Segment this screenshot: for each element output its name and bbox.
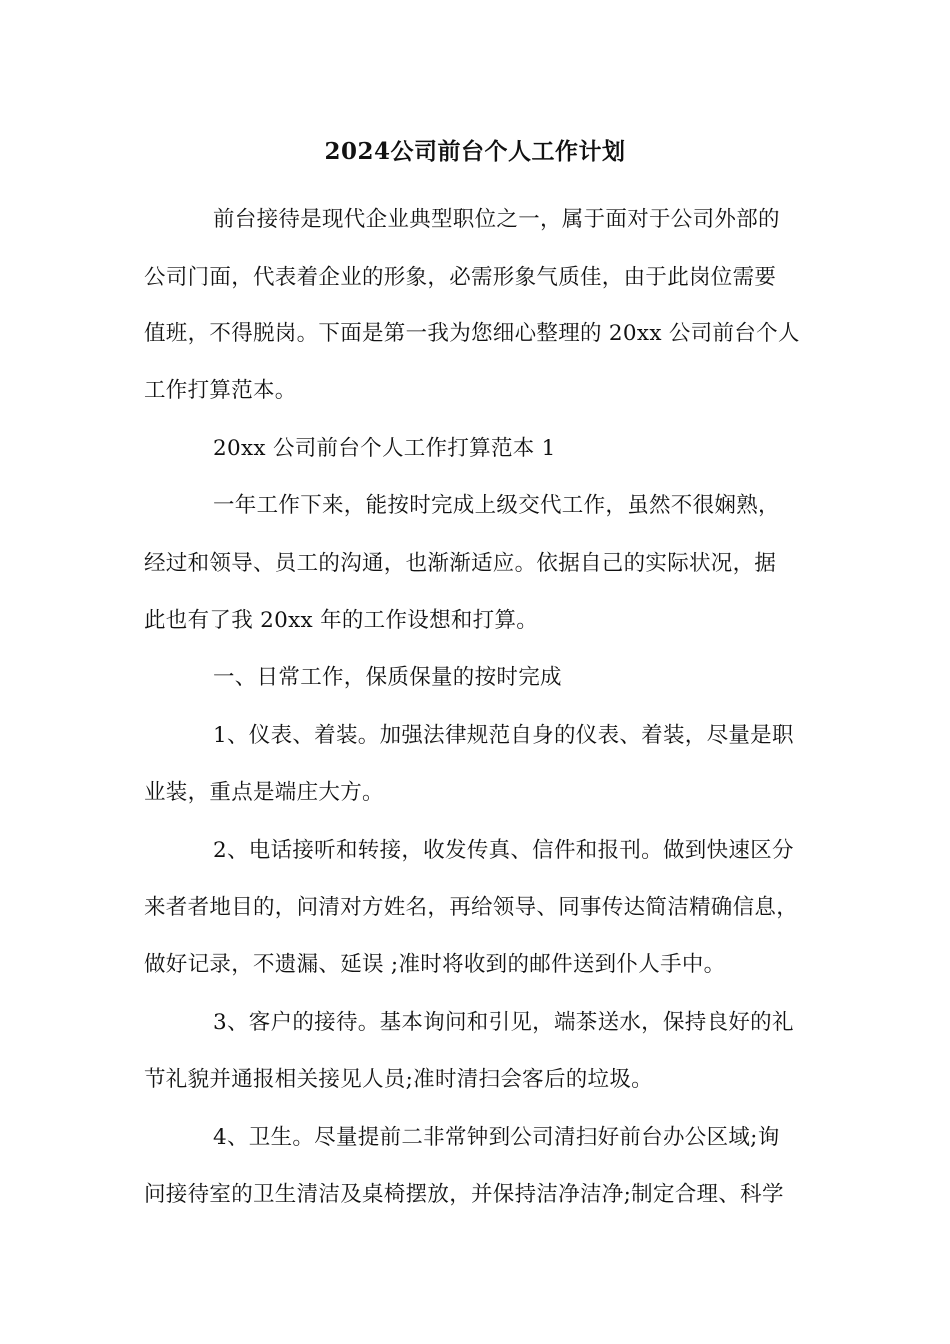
paragraph-line: 问接待室的卫生清洁及桌椅摆放，并保持洁净洁净;制定合理、科学 [144, 1182, 784, 1207]
paragraph-line: 2、电话接听和转接，收发传真、信件和报刊。做到快速区分 [213, 838, 794, 863]
paragraph-line: 做好记录，不遗漏、延误 ;准时将收到的邮件送到仆人手中。 [144, 952, 726, 977]
paragraph-line: 经过和领导、员工的沟通，也渐渐适应。依据自己的实际状况，据 [144, 551, 777, 576]
paragraph-line: 4、卫生。尽量提前二非常钟到公司清扫好前台办公区域;询 [213, 1125, 780, 1150]
paragraph-line: 来者者地目的，问清对方姓名，再给领导、同事传达简洁精确信息， [144, 895, 799, 920]
paragraph-line: 值班，不得脱岗。下面是第一我为您细心整理的 20xx 公司前台个人 [144, 321, 800, 346]
paragraph-line: 节礼貌并通报相关接见人员;准时清扫会客后的垃圾。 [144, 1067, 653, 1092]
paragraph-line: 前台接待是现代企业典型职位之一，属于面对于公司外部的 [213, 207, 780, 232]
paragraph-line: 公司门面，代表着企业的形象，必需形象气质佳，由于此岗位需要 [144, 265, 777, 290]
paragraph-line: 此也有了我 20xx 年的工作设想和打算。 [144, 608, 539, 633]
paragraph-line: 业装，重点是端庄大方。 [144, 780, 384, 805]
paragraph-line: 一年工作下来，能按时完成上级交代工作，虽然不很娴熟， [213, 493, 780, 518]
section-heading: 一、日常工作，保质保量的按时完成 [213, 665, 562, 690]
document-title: 2024公司前台个人工作计划 [324, 138, 626, 165]
paragraph-line: 工作打算范本。 [144, 378, 297, 403]
paragraph-line: 1、仪表、着装。加强法律规范自身的仪表、着装，尽量是职 [213, 723, 794, 748]
section-heading: 20xx 公司前台个人工作打算范本 1 [213, 436, 556, 461]
paragraph-line: 3、客户的接待。基本询问和引见，端茶送水，保持良好的礼 [213, 1010, 794, 1035]
